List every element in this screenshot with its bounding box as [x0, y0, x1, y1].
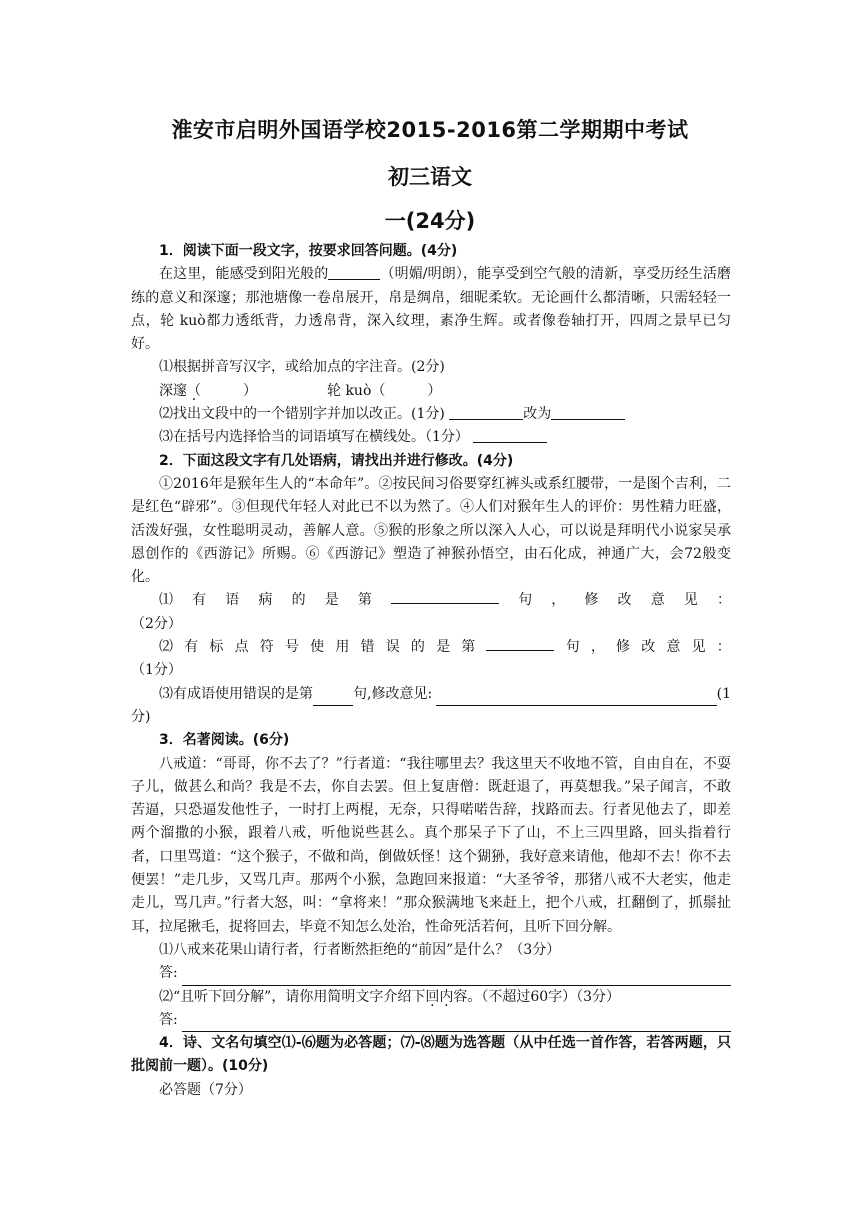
question-1-sub-1: ⑴根据拼音写汉字，或给加点的字注音。(2分): [159, 359, 445, 376]
question-1-sub-2: [131, 403, 731, 426]
sub-char: 的: [291, 592, 306, 609]
sub-char: 改: [617, 592, 632, 609]
dotted-char: 邃: [173, 382, 187, 399]
answer-line[interactable]: [436, 689, 716, 706]
sub-text: 改为: [523, 406, 552, 423]
answer-blank[interactable]: [473, 428, 547, 443]
sub-char: 第: [461, 639, 476, 656]
section-title: 一(24分): [384, 209, 476, 233]
sub-text: 句,修改意见:: [353, 685, 433, 702]
dotted-char: 回: [425, 988, 440, 1005]
sub-char: 误: [385, 639, 400, 656]
sub-char: 改: [641, 639, 656, 656]
sub-text: (1: [716, 685, 731, 702]
question-3-passage: 八戒道：“哥哥，你不去了？”行者道：“我往哪里去？我这里天不收地不管，自由自在，不耍子儿，做甚么和尚？我是不去，你自去罢。但上复唐僧：既赶退了，再莫想我。”呆子闻言，不敢苦逼，只恐逼发他性子，一时打上两棍，无奈，只得喏喏告辞，找路而去。行者见他去了，即差两个溜撒的小猴，跟着八戒，听他说些甚么。真个那呆子下了山，不上三四里路，回头指着行者，口里骂道：“这个猴子，不做和尚，倒做妖怪！这个猢狲，我好意来请他，他却不去！你不去便罢！”走几步，又骂几声。那两个小猴，急跑回来报道：“大圣爷爷，那猪八戒不大老实，他走走儿，骂几声。”行者大怒，叫：“拿将来！”那众猴满地飞来赶上，把个八戒，扛翻倒了，抓鬃扯耳，拉尾揪毛，捉将回去，毕竟不知怎么处治，性命死活若何，且听下回分解。: [131, 755, 731, 935]
sub-char: ：: [716, 592, 731, 609]
question-4-required: 必答题（7分）: [159, 1081, 252, 1098]
sub-char: 修: [616, 639, 630, 656]
sub-text: ⑵“且听下回分解”，请你用简明文字介绍: [159, 988, 412, 1005]
question-2-sub-3: [131, 683, 731, 706]
sub-char: 修: [584, 592, 599, 609]
sub-char: ，: [590, 639, 605, 656]
question-3-heading: 3．名著阅读。(6分): [159, 732, 290, 749]
sub-text: ⑶有成语使用错误的是第: [159, 685, 313, 702]
question-1-sub-1-items: [131, 380, 731, 403]
answer-line[interactable]: [182, 1015, 731, 1032]
sub-char: ，: [551, 592, 566, 609]
question-3-answer-1: [131, 962, 731, 985]
question-3-sub-1: ⑴八戒来花果山请行者，行者断然拒绝的“前因”是什么？（3分）: [159, 941, 561, 958]
sub-char: 的: [410, 639, 425, 656]
sub-char: 用: [335, 639, 350, 656]
sub-char: 有: [192, 592, 207, 609]
answer-blank[interactable]: [391, 589, 499, 604]
question-2-sub-3-score: 分): [131, 708, 151, 725]
answer-paren[interactable]: （ ）: [187, 382, 257, 399]
sub-char: 见: [683, 592, 698, 609]
question-2-passage: ①2016年是猴年生人的“本命年”。②按民间习俗要穿红裤头或系红腰带，一是图个吉利，二是红色“辟邪”。③但现代年轻人对此已不以为然了。④人们对猴年生人的评价：男性精力旺盛，活泼好强，女性聪明灵动，善解人意。⑤猴的形象之所以深入人心，可以说是拜明代小说家吴承恩创作的《西游记》所赐。⑥《西游记》塑造了神猴孙悟空，由石化成，神通广大，会72般变化。: [131, 475, 731, 586]
question-2-sub-1: [131, 589, 731, 612]
answer-blank[interactable]: [328, 265, 380, 280]
question-3-sub-2: [131, 986, 731, 1009]
sub-char: ：: [716, 639, 731, 656]
sub-char: 病: [258, 592, 273, 609]
dotted-char: 下: [411, 988, 426, 1005]
question-1-passage: [131, 263, 731, 356]
question-2-heading: 2．下面这段文字有几处语病，请找出并进行修改。(4分): [159, 452, 514, 469]
subject-title: 初三语文: [388, 165, 472, 189]
sub-char: 第: [357, 592, 372, 609]
sub-char: 是: [324, 592, 339, 609]
question-4-heading: 4．诗、文名句填空⑴-⑹题为必答题；⑺-⑻题为选答题（从中任选一首作答，若答两题，只批阅前一题）。(10分): [131, 1035, 731, 1075]
answer-blank[interactable]: [486, 636, 554, 651]
sub-char: 错: [360, 639, 375, 656]
sub-text: 内容。（不超过60字）（3分）: [439, 988, 621, 1005]
exam-title: 淮安市启明外国语学校2015-2016第二学期期中考试: [171, 118, 689, 142]
question-2-sub-2-score: （1分）: [131, 662, 182, 679]
sub-char: 使: [310, 639, 325, 656]
answer-blank[interactable]: [313, 691, 353, 706]
item-text: 深: [159, 382, 173, 399]
passage-text: （明媚/明朗），能享受到空气般的清新，享受历经生活磨练的意义和深邃；那池塘像一卷帛展开，帛是绸帛，细昵柔软。无论画什么都清晰，只需轻轻一点，轮 kuò都力透纸背，力透帛背，深入纹理，素净生辉。或者像卷轴打开，四周之景早已匀好。: [131, 266, 732, 353]
sub-char: 符: [259, 639, 274, 656]
sub-char: 句: [518, 592, 533, 609]
sub-char: 句: [565, 639, 580, 656]
sub-char: ⑴: [159, 592, 173, 609]
question-2-sub-2: [131, 636, 731, 659]
question-2-sub-1-score: （2分）: [131, 615, 182, 632]
exam-content: [131, 240, 731, 1102]
sub-char: 点: [234, 639, 249, 656]
sub-char: 是: [436, 639, 451, 656]
answer-line[interactable]: [182, 969, 731, 986]
answer-blank[interactable]: [551, 405, 625, 420]
sub-char: 见: [691, 639, 706, 656]
sub-char: 语: [225, 592, 240, 609]
answer-label: 答:: [159, 965, 178, 982]
answer-blank[interactable]: [449, 405, 523, 420]
sub-char: 意: [650, 592, 665, 609]
question-1-heading: 1．阅读下面一段文字，按要求回答问题。(4分): [159, 243, 458, 259]
sub-char: 有: [184, 639, 199, 656]
sub-text: ⑶在括号内选择恰当的词语填写在横线处。（1分）: [159, 429, 469, 446]
sub-char: 标: [209, 639, 224, 656]
sub-text: ⑵找出文段中的一个错别字并加以改正。(1分): [159, 406, 445, 423]
passage-text: 在这里，能感受到阳光般的: [159, 266, 329, 283]
answer-label: 答:: [159, 1011, 178, 1028]
sub-char: ⑵: [159, 639, 173, 656]
sub-char: 意: [666, 639, 681, 656]
answer-paren[interactable]: 轮 kuò（ ）: [327, 382, 442, 399]
sub-char: 号: [284, 639, 299, 656]
question-1-sub-3: [131, 426, 731, 449]
